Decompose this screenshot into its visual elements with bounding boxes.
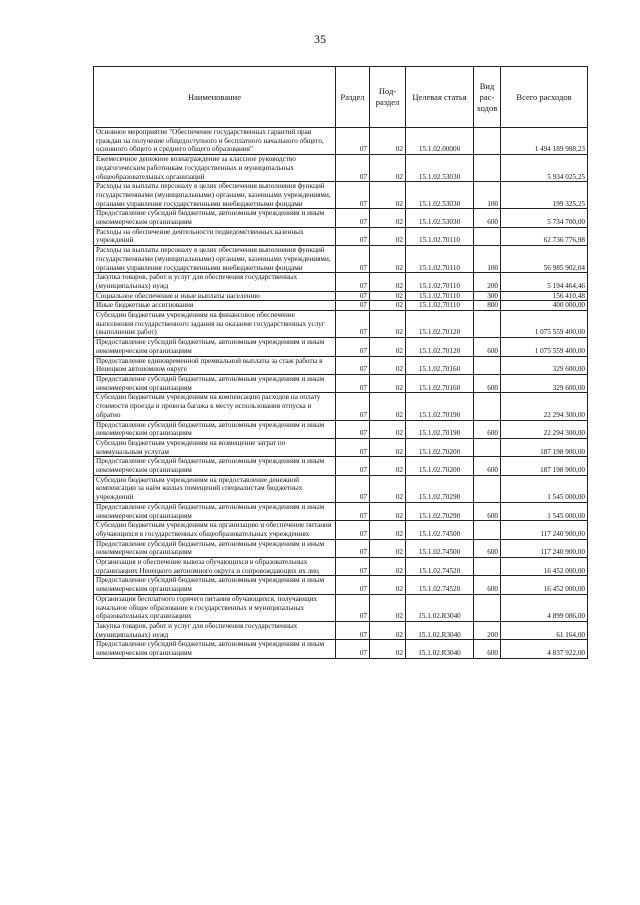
cell-subsection: 02 xyxy=(370,558,406,576)
cell-total: 22 294 300,00 xyxy=(501,393,588,420)
cell-total: 117 240 900,00 xyxy=(501,521,588,539)
cell-total: 199 325,25 xyxy=(501,182,588,209)
table-header-row xyxy=(94,67,588,128)
expenditure-table xyxy=(93,66,588,659)
cell-kind: 600 xyxy=(474,420,501,438)
cell-kind: 200 xyxy=(474,621,501,639)
cell-target: 15.1.02.70120 xyxy=(406,338,474,356)
cell-target: 15.1.02.R3040 xyxy=(406,594,474,621)
cell-total: 187 198 900,00 xyxy=(501,457,588,475)
cell-kind: 100 xyxy=(474,182,501,209)
table-row xyxy=(94,502,588,520)
table-row xyxy=(94,420,588,438)
cell-target: 15.1.02.70110 xyxy=(406,227,474,245)
cell-subsection: 02 xyxy=(370,393,406,420)
cell-section: 07 xyxy=(336,640,370,658)
cell-subsection: 02 xyxy=(370,273,406,291)
cell-name: Предоставление субсидий бюджетным, автономным учреждениям и иным некоммерческим организациям xyxy=(94,338,336,356)
cell-target: 15.1.02.70110 xyxy=(406,273,474,291)
cell-kind xyxy=(474,438,501,456)
cell-target: 15.1.02.R3040 xyxy=(406,640,474,658)
cell-name: Предоставление субсидий бюджетным, автономным учреждениям и иным некоммерческим организациям xyxy=(94,374,336,392)
table-row xyxy=(94,273,588,291)
cell-section: 07 xyxy=(336,155,370,182)
cell-total: 4 837 922,00 xyxy=(501,640,588,658)
cell-kind: 600 xyxy=(474,539,501,557)
table-row xyxy=(94,475,588,502)
cell-section: 07 xyxy=(336,539,370,557)
header-total: Всего расходов xyxy=(501,67,588,128)
table-row xyxy=(94,521,588,539)
cell-total: 5 734 700,00 xyxy=(501,209,588,227)
cell-target: 15.1.02.70160 xyxy=(406,374,474,392)
cell-total: 22 294 300,00 xyxy=(501,420,588,438)
table-row xyxy=(94,374,588,392)
cell-target: 15.1.02.74520 xyxy=(406,576,474,594)
cell-name: Субсидии бюджетным учреждениям на компенсацию расходов на оплату стоимости проезда и провоза багажа к месту использования отпуска и обратно xyxy=(94,393,336,420)
table-row xyxy=(94,594,588,621)
cell-section: 07 xyxy=(336,576,370,594)
cell-target: 15.1.02.70190 xyxy=(406,420,474,438)
cell-name: Субсидии бюджетным учреждениям на предоставление денежной компенсации за наём жилых помещений специалистам бюджетных учреждений xyxy=(94,475,336,502)
header-section: Раздел xyxy=(336,67,370,128)
cell-target: 15.1.02.00000 xyxy=(406,128,474,155)
cell-section: 07 xyxy=(336,521,370,539)
cell-section: 07 xyxy=(336,128,370,155)
cell-name: Предоставление субсидий бюджетным, автономным учреждениям и иным некоммерческим организациям xyxy=(94,502,336,520)
cell-section: 07 xyxy=(336,475,370,502)
cell-total: 1 545 000,00 xyxy=(501,475,588,502)
cell-kind: 800 xyxy=(474,301,501,311)
cell-subsection: 02 xyxy=(370,457,406,475)
cell-target: 15.1.02.70200 xyxy=(406,438,474,456)
cell-subsection: 02 xyxy=(370,502,406,520)
cell-total: 56 985 902,04 xyxy=(501,246,588,273)
cell-target: 15.1.02.53030 xyxy=(406,182,474,209)
cell-name: Предоставление единовременной премиальной выплаты за стаж работы в Ненецком автономном округе xyxy=(94,356,336,374)
cell-subsection: 02 xyxy=(370,338,406,356)
cell-total: 329 600,00 xyxy=(501,374,588,392)
table-row xyxy=(94,209,588,227)
cell-kind xyxy=(474,356,501,374)
cell-target: 15.1.02.70200 xyxy=(406,457,474,475)
cell-subsection: 02 xyxy=(370,438,406,456)
cell-total: 4 899 086,00 xyxy=(501,594,588,621)
cell-kind xyxy=(474,594,501,621)
cell-section: 07 xyxy=(336,438,370,456)
cell-subsection: 02 xyxy=(370,182,406,209)
header-name: Наименование xyxy=(94,67,336,128)
table-row xyxy=(94,438,588,456)
table-row xyxy=(94,621,588,639)
cell-total: 329 600,00 xyxy=(501,356,588,374)
cell-subsection: 02 xyxy=(370,640,406,658)
cell-subsection: 02 xyxy=(370,155,406,182)
cell-total: 1 075 559 400,00 xyxy=(501,338,588,356)
cell-total: 16 452 000,00 xyxy=(501,576,588,594)
cell-kind: 100 xyxy=(474,246,501,273)
cell-name: Организация и обеспечение вывоза обучающихся в образовательных организациях Ненецкого автономного округа и сопровождающих их лиц xyxy=(94,558,336,576)
cell-name: Предоставление субсидий бюджетным, автономным учреждениям и иным некоммерческим организациям xyxy=(94,640,336,658)
cell-subsection: 02 xyxy=(370,420,406,438)
table-row xyxy=(94,393,588,420)
cell-target: 15.1.02.70190 xyxy=(406,393,474,420)
cell-total: 1 545 000,00 xyxy=(501,502,588,520)
cell-section: 07 xyxy=(336,356,370,374)
table-row xyxy=(94,457,588,475)
cell-subsection: 02 xyxy=(370,209,406,227)
cell-section: 07 xyxy=(336,291,370,301)
cell-subsection: 02 xyxy=(370,521,406,539)
cell-kind: 300 xyxy=(474,291,501,301)
cell-name: Закупка товаров, работ и услуг для обеспечения государственных (муниципальных) нужд xyxy=(94,273,336,291)
cell-target: 15.1.02.74500 xyxy=(406,539,474,557)
cell-kind xyxy=(474,558,501,576)
cell-subsection: 02 xyxy=(370,594,406,621)
cell-kind xyxy=(474,521,501,539)
cell-total: 1 494 189 988,23 xyxy=(501,128,588,155)
cell-subsection: 02 xyxy=(370,356,406,374)
table-row xyxy=(94,640,588,658)
cell-subsection: 02 xyxy=(370,621,406,639)
cell-name: Расходы на обеспечение деятельности подведомственных казенных учреждений xyxy=(94,227,336,245)
cell-target: 15.1.02.70110 xyxy=(406,246,474,273)
cell-section: 07 xyxy=(336,301,370,311)
table-row xyxy=(94,338,588,356)
cell-section: 07 xyxy=(336,311,370,338)
cell-target: 15.1.02.74520 xyxy=(406,558,474,576)
cell-name: Ежемесячное денежное вознаграждение за классное руководство педагогическим работникам государственных и муниципальных общеобразовательных организаций xyxy=(94,155,336,182)
cell-section: 07 xyxy=(336,621,370,639)
cell-subsection: 02 xyxy=(370,301,406,311)
table-row xyxy=(94,301,588,311)
cell-kind xyxy=(474,227,501,245)
table-row xyxy=(94,558,588,576)
cell-name: Предоставление субсидий бюджетным, автономным учреждениям и иным некоммерческим организациям xyxy=(94,457,336,475)
cell-section: 07 xyxy=(336,273,370,291)
cell-section: 07 xyxy=(336,227,370,245)
cell-target: 15.1.02.70290 xyxy=(406,475,474,502)
cell-name: Организация бесплатного горячего питания обучающихся, получающих начальное общее образование в государственных и муниципальных образовательных организациях xyxy=(94,594,336,621)
cell-name: Расходы на выплаты персоналу в целях обеспечения выполнения функций государственными (муниципальными) органами, казенными учреждениями, органами управления государственными внебюджетными фондами xyxy=(94,246,336,273)
cell-total: 1 075 559 400,00 xyxy=(501,311,588,338)
cell-subsection: 02 xyxy=(370,291,406,301)
cell-target: 15.1.02.70110 xyxy=(406,301,474,311)
table-row xyxy=(94,311,588,338)
cell-section: 07 xyxy=(336,209,370,227)
cell-total: 62 736 776,98 xyxy=(501,227,588,245)
cell-section: 07 xyxy=(336,246,370,273)
cell-kind xyxy=(474,475,501,502)
cell-total: 5 194 464,46 xyxy=(501,273,588,291)
cell-kind xyxy=(474,128,501,155)
table-body xyxy=(94,128,588,659)
cell-target: 15.1.02.74500 xyxy=(406,521,474,539)
cell-section: 07 xyxy=(336,594,370,621)
cell-total: 117 240 900,00 xyxy=(501,539,588,557)
cell-section: 07 xyxy=(336,393,370,420)
table-row xyxy=(94,246,588,273)
table-row xyxy=(94,182,588,209)
cell-subsection: 02 xyxy=(370,475,406,502)
cell-target: 15.1.02.70120 xyxy=(406,311,474,338)
header-target: Целевая статья xyxy=(406,67,474,128)
cell-kind: 600 xyxy=(474,640,501,658)
table-row xyxy=(94,576,588,594)
cell-total: 16 452 000,00 xyxy=(501,558,588,576)
cell-section: 07 xyxy=(336,502,370,520)
table-row xyxy=(94,155,588,182)
cell-subsection: 02 xyxy=(370,576,406,594)
cell-total: 156 410,48 xyxy=(501,291,588,301)
cell-total: 400 000,00 xyxy=(501,301,588,311)
cell-kind xyxy=(474,311,501,338)
cell-name: Предоставление субсидий бюджетным, автономным учреждениям и иным некоммерческим организациям xyxy=(94,209,336,227)
cell-section: 07 xyxy=(336,338,370,356)
cell-total: 5 934 025,25 xyxy=(501,155,588,182)
cell-total: 61 164,00 xyxy=(501,621,588,639)
cell-kind: 600 xyxy=(474,338,501,356)
cell-target: 15.1.02.53030 xyxy=(406,209,474,227)
cell-total: 187 198 900,00 xyxy=(501,438,588,456)
cell-section: 07 xyxy=(336,457,370,475)
cell-target: 15.1.02.70110 xyxy=(406,291,474,301)
cell-kind: 600 xyxy=(474,576,501,594)
cell-section: 07 xyxy=(336,558,370,576)
cell-subsection: 02 xyxy=(370,374,406,392)
table-row xyxy=(94,227,588,245)
cell-kind xyxy=(474,155,501,182)
cell-name: Иные бюджетные ассигнования xyxy=(94,301,336,311)
cell-name: Субсидии бюджетным учреждениям на финансовое обеспечение выполнения государственного задания на оказание государственных услуг (выполнение работ) xyxy=(94,311,336,338)
cell-target: 15.1.02.53030 xyxy=(406,155,474,182)
cell-subsection: 02 xyxy=(370,246,406,273)
table-row xyxy=(94,539,588,557)
cell-name: Закупка товаров, работ и услуг для обеспечения государственных (муниципальных) нужд xyxy=(94,621,336,639)
cell-subsection: 02 xyxy=(370,227,406,245)
cell-subsection: 02 xyxy=(370,539,406,557)
table-row xyxy=(94,356,588,374)
cell-name: Предоставление субсидий бюджетным, автономным учреждениям и иным некоммерческим организациям xyxy=(94,576,336,594)
cell-kind: 600 xyxy=(474,502,501,520)
table-row xyxy=(94,291,588,301)
cell-kind: 600 xyxy=(474,457,501,475)
cell-name: Предоставление субсидий бюджетным, автономным учреждениям и иным некоммерческим организациям xyxy=(94,539,336,557)
cell-name: Расходы на выплаты персоналу в целях обеспечения выполнения функций государственными (муниципальными) органами, казенными учреждениями, органами управления государственными внебюджетными фондами xyxy=(94,182,336,209)
cell-section: 07 xyxy=(336,182,370,209)
header-subsection: Под-раздел xyxy=(370,67,406,128)
cell-section: 07 xyxy=(336,420,370,438)
cell-kind: 200 xyxy=(474,273,501,291)
cell-subsection: 02 xyxy=(370,128,406,155)
cell-kind: 600 xyxy=(474,374,501,392)
cell-name: Субсидии бюджетным учреждениям на возмещение затрат по коммунальным услугам xyxy=(94,438,336,456)
cell-kind: 600 xyxy=(474,209,501,227)
header-kind: Вид рас-ходов xyxy=(474,67,501,128)
cell-name: Субсидии бюджетным учреждениям на организацию и обеспечение питания обучающихся в государственных общеобразовательных учреждениях xyxy=(94,521,336,539)
cell-kind xyxy=(474,393,501,420)
cell-name: Социальное обеспечение и иные выплаты населению xyxy=(94,291,336,301)
table-row xyxy=(94,128,588,155)
cell-section: 07 xyxy=(336,374,370,392)
cell-name: Основное мероприятие "Обеспечение государственных гарантий прав граждан на получение общедоступного и бесплатного начального общего, основного общего и среднего общего образования" xyxy=(94,128,336,155)
cell-subsection: 02 xyxy=(370,311,406,338)
cell-target: 15.1.02.R3040 xyxy=(406,621,474,639)
cell-target: 15.1.02.70290 xyxy=(406,502,474,520)
cell-target: 15.1.02.70160 xyxy=(406,356,474,374)
page-number: 35 xyxy=(314,32,326,46)
cell-name: Предоставление субсидий бюджетным, автономным учреждениям и иным некоммерческим организациям xyxy=(94,420,336,438)
